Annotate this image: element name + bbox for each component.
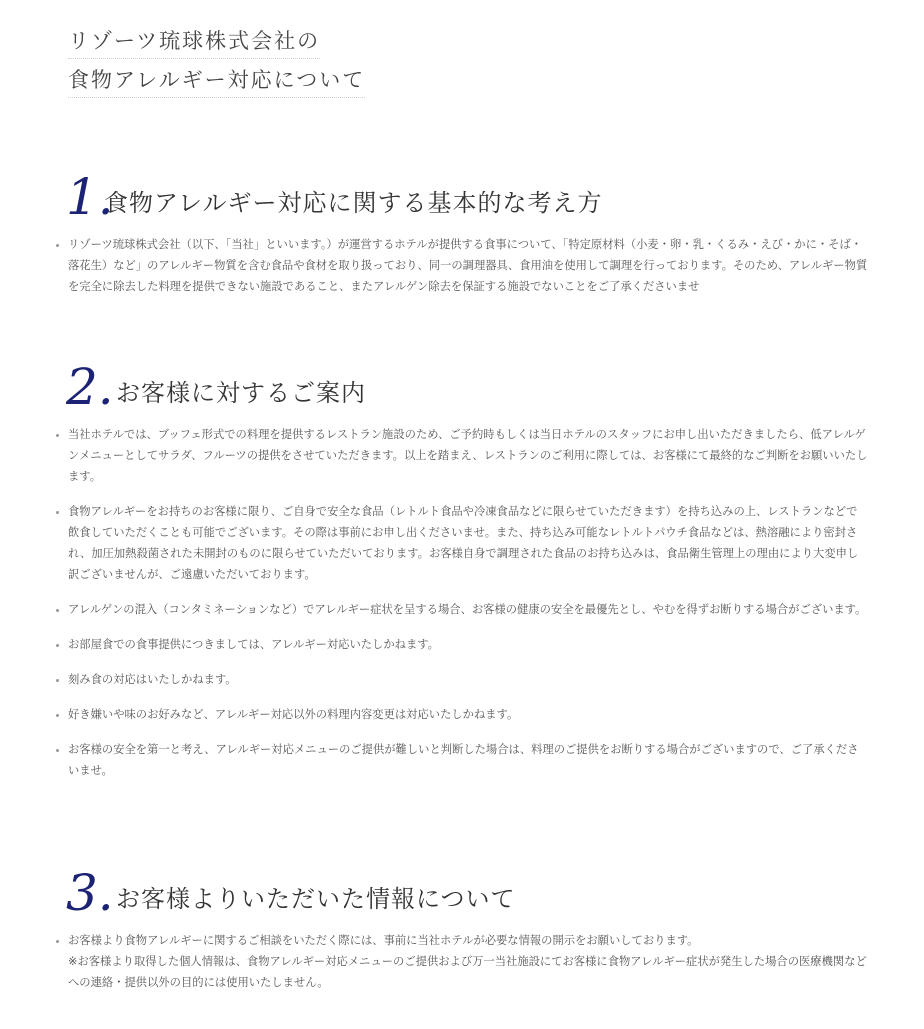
list-item: • 刻み食の対応はいたしかねます。 [68, 669, 868, 690]
section-heading [66, 858, 924, 922]
section-title: 食物アレルギー対応に関する基本的な考え方 [104, 189, 603, 217]
list-item: • お客様の安全を第一と考え、アレルギー対応メニューのご提供が難しいと判断した場合は、料理のご提供をお断りする場合がございますので、ご了承くださいませ。 [68, 739, 868, 781]
section-customer-guidance [0, 352, 924, 795]
section-title: お客様に対するご案内 [116, 379, 366, 407]
section-customer-information [0, 858, 924, 1007]
bullet-list [0, 930, 868, 993]
list-item: • お部屋食での食事提供につきましては、アレルギー対応いたしかねます。 [68, 634, 868, 655]
list-item-text: • お客様より食物アレルギーに関するご相談をいただく際には、事前に当社ホテルが必要な情報の開示をお願いしております。 [68, 934, 699, 947]
page-title-line-2: 食物アレルギー対応について [68, 63, 365, 98]
section-heading [66, 162, 924, 226]
privacy-note: ※お客様より取得した個人情報は、食物アレルギー対応メニューのご提供および万一当社施設にてお客様に食物アレルギー症状が発生した場合の医療機関などへの連絡・提供以外の目的には使用いたしません。 [68, 955, 867, 989]
page-title-line-1: リゾーツ琉球株式会社の [68, 24, 320, 59]
bullet-list [0, 234, 868, 297]
section-number: 3. [66, 864, 114, 922]
section-number: 1. [66, 168, 114, 226]
section-number: 2. [66, 358, 114, 416]
list-item: • 食物アレルギーをお持ちのお客様に限り、ご自身で安全な食品（レトルト食品や冷凍食品などに限らせていただきます）を持ち込みの上、レストランなどで飲食していただくことも可能でございます。その際は事前にお申し出くださいませ。また、持ち込み可能なレトルトパウチ食品などは、熱溶融により密封され、加圧加熱殺菌された未開封のものに限らせていただいております。お客様自身で調理された食品のお持ち込みは、食品衛生管理上の理由により大変申し訳ございませんが、ご遠慮いただいております。 [68, 501, 868, 585]
bullet-list [0, 424, 868, 781]
section-basic-policy [0, 162, 924, 311]
section-heading [66, 352, 924, 416]
list-item: • リゾーツ琉球株式会社（以下、「当社」といいます。）が運営するホテルが提供する食事について、「特定原材料（小麦・卵・乳・くるみ・えび・かに・そば・落花生）など」のアレルギー物質を含む食品や食材を取り扱っており、同一の調理器具、食用油を使用して調理を行っております。そのため、アレルギー物質を完全に除去した料理を提供できない施設であること、またアレルゲン除去を保証する施設でないことをご了承くださいませ [68, 234, 868, 297]
list-item: • 当社ホテルでは、ブッフェ形式での料理を提供するレストラン施設のため、ご予約時もしくは当日ホテルのスタッフにお申し出いただきましたら、低アレルゲンメニューとしてサラダ、フルーツの提供をさせていただきます。以上を踏まえ、レストランのご利用に際しては、お客様にて最終的なご判断をお願いいたします。 [68, 424, 868, 487]
page-title [68, 24, 365, 102]
list-item: • 好き嫌いや味のお好みなど、アレルギー対応以外の料理内容変更は対応いたしかねます。 [68, 704, 868, 725]
section-title: お客様よりいただいた情報について [116, 885, 516, 913]
list-item: • アレルゲンの混入（コンタミネーションなど）でアレルギー症状を呈する場合、お客様の健康の安全を最優先とし、やむを得ずお断りする場合がございます。 [68, 599, 868, 620]
list-item [68, 930, 868, 993]
